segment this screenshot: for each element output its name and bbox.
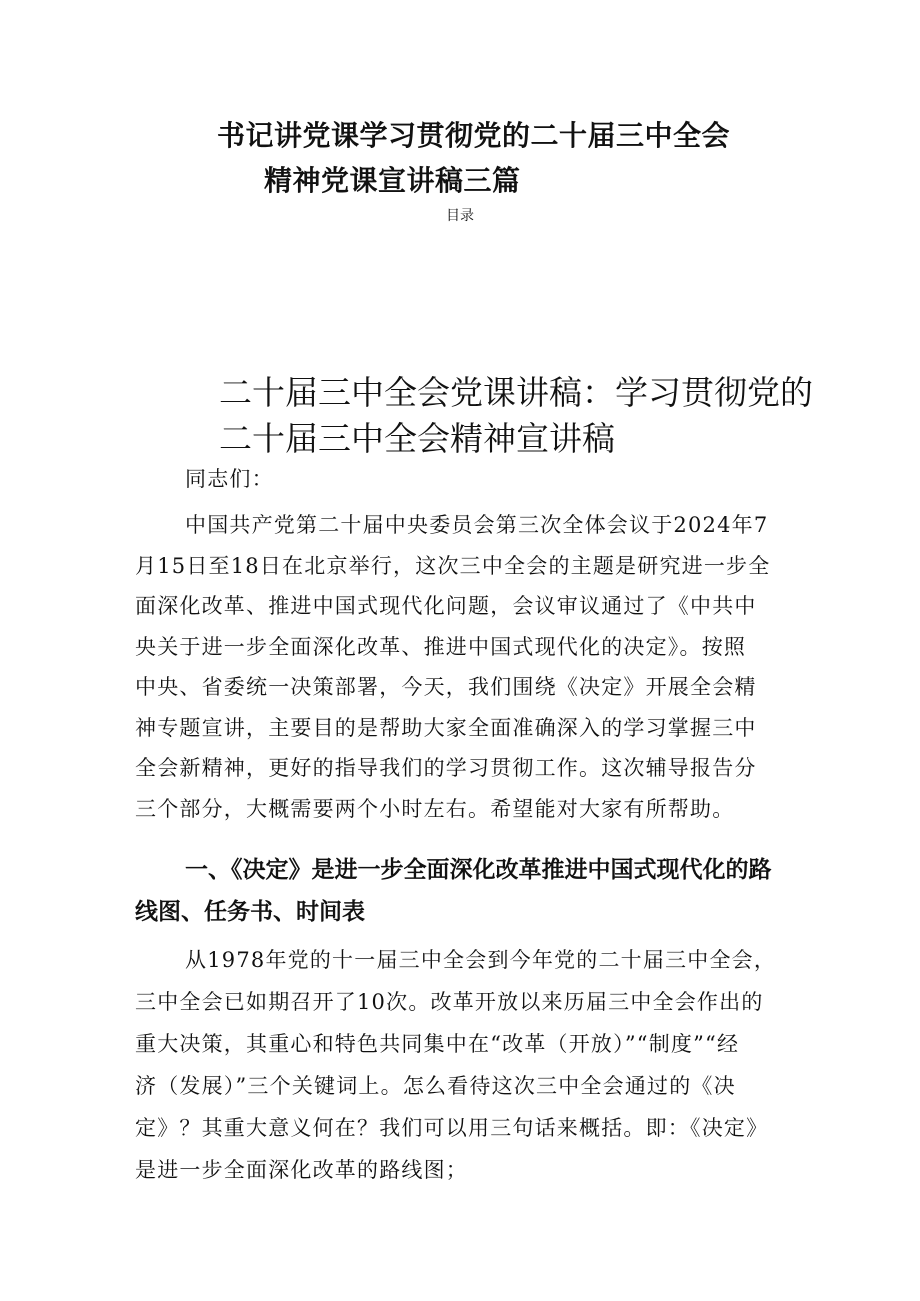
- paragraph-1-line: 神专题宣讲，主要目的是帮助大家全面准确深入的学习掌握三中: [135, 716, 757, 740]
- paragraph-2-line: 定》？其重大意义何在？我们可以用三句话来概括。即：《决定》: [135, 1116, 769, 1140]
- paragraph-2-line: 三中全会已如期召开了10次。改革开放以来历届三中全会作出的: [135, 990, 764, 1014]
- section-title-line-1: 二十届三中全会党课讲稿：学习贯彻党的: [219, 373, 813, 412]
- paragraph-1-line: 中国共产党第二十届中央委员会第三次全体会议于2024年7: [185, 513, 769, 537]
- paragraph-1-line: 月15日至18日在北京举行，这次三中全会的主题是研究进一步全: [135, 554, 771, 578]
- salutation: 同志们：: [185, 467, 274, 491]
- paragraph-2-line: 从1978年党的十一届三中全会到今年党的二十届三中全会，: [185, 948, 777, 972]
- heading-1-line-1: 一、《决定》是进一步全面深化改革推进中国式现代化的路: [185, 857, 772, 883]
- section-title-line-2: 二十届三中全会精神宣讲稿: [219, 419, 615, 458]
- paragraph-2-line: 重大决策，其重心和特色共同集中在“改革（开放）”“制度”“经: [135, 1032, 740, 1056]
- paragraph-1-line: 央关于进一步全面深化改革、推进中国式现代化的决定》。按照: [135, 635, 747, 659]
- paragraph-2-line: 是进一步全面深化改革的路线图；: [135, 1158, 468, 1182]
- paragraph-1-line: 面深化改革、推进中国式现代化问题，会议审议通过了《中共中: [135, 594, 757, 618]
- paragraph-1-line: 三个部分，大概需要两个小时左右。希望能对大家有所帮助。: [135, 797, 735, 821]
- toc-label: 目录: [446, 208, 474, 224]
- paragraph-2-line: 济（发展）”三个关键词上。怎么看待这次三中全会通过的《决: [135, 1074, 736, 1098]
- paragraph-1-line: 全会新精神，更好的指导我们的学习贯彻工作。这次辅导报告分: [135, 756, 757, 780]
- paragraph-1-line: 中央、省委统一决策部署，今天，我们围绕《决定》开展全会精: [135, 675, 757, 699]
- heading-1-line-2: 线图、任务书、时间表: [135, 899, 365, 925]
- document-title-line-1: 书记讲党课学习贯彻党的二十届三中全会: [217, 119, 731, 152]
- document-title-line-2: 精神党课宣讲稿三篇: [264, 164, 521, 197]
